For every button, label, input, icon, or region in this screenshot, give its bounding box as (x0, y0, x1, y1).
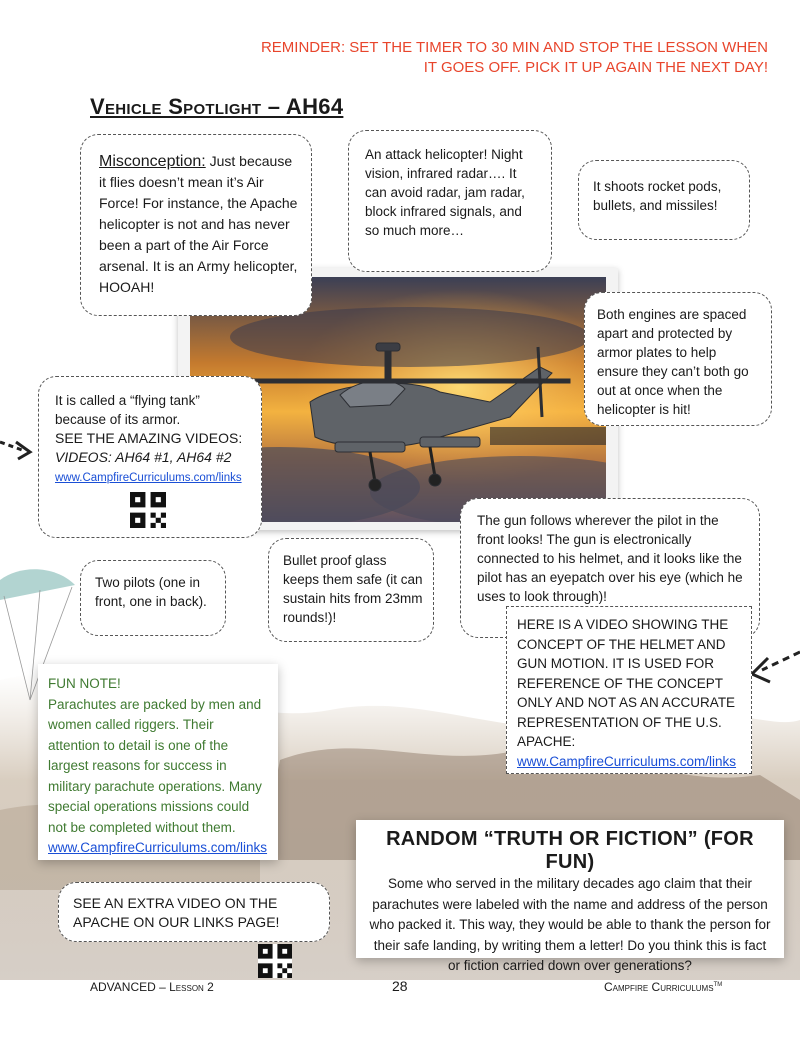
fun-note-heading: FUN NOTE! (48, 676, 121, 691)
fun-note-link[interactable]: www.CampfireCurriculums.com/links (48, 840, 268, 855)
helmet-video-text: HERE IS A VIDEO SHOWING THE CONCEPT OF THE HELMET AND GUN MOTION. IT IS USED FOR REFERENCE OF THE CONCEPT ONLY AND NOT AS AN ACCURATE REPRESENTATION OF THE U.S. APACHE: (517, 617, 736, 749)
helmet-video-note (506, 606, 752, 774)
videos-heading: SEE THE AMAZING VIDEOS: (55, 430, 243, 446)
timer-reminder: REMINDER: SET THE TIMER TO 30 MIN AND STOP THE LESSON WHEN IT GOES OFF. PICK IT UP AGAIN THE NEXT DAY! (260, 39, 768, 76)
trademark: TM (713, 982, 723, 988)
qr-code-icon (258, 944, 292, 978)
truth-or-fiction-card (356, 820, 784, 973)
footer-brand (604, 980, 722, 994)
page-number: 28 (392, 978, 408, 994)
left-arrow-icon (0, 432, 34, 462)
flying-tank-text: It is called a “flying tank” because of its armor. (55, 393, 200, 427)
fun-note-text: Parachutes are packed by men and women called riggers. Their attention to detail is one of the largest reasons for success in military parachute operations. Many special operations missions could not be completed without them. (48, 696, 262, 835)
page-title: Vehicle Spotlight – AH64 (90, 94, 344, 119)
right-arrow-icon (746, 648, 800, 688)
engines-bubble: Both engines are spaced apart and protected by armor plates to help ensure they can’t both go out at once when the helicopter is hit! (584, 292, 772, 426)
misconception-bubble (80, 134, 312, 316)
truth-or-fiction-title: RANDOM “TRUTH OR FICTION” (FOR FUN) (386, 828, 754, 873)
helmet-video-link[interactable]: www.CampfireCurriculums.com/links (517, 753, 737, 769)
misconception-label: Misconception: (99, 153, 206, 170)
truth-or-fiction-text: Some who served in the military decades ago claim that their parachutes were labeled with the name and address of the person who packed it. This way, they would be able to thank the person for their safe landing, by writing them a letter! Do you think this is fact or fiction carried down over generations? (369, 876, 771, 973)
two-pilots-bubble: Two pilots (one in front, one in back). (80, 560, 226, 636)
qr-code-icon (130, 492, 166, 528)
misconception-text: Just because it flies doesn’t mean it’s Air Force! For instance, the Apache helicopter is not and has never been a part of the Air Force arsenal. It is an Army helicopter, HOOAH! (99, 153, 298, 295)
bulletproof-glass-bubble: Bullet proof glass keeps them safe (it can sustain hits from 23mm rounds!)! (268, 538, 434, 642)
videos-list: VIDEOS: AH64 #1, AH64 #2 (55, 449, 232, 465)
footer-brand-name: Campfire Curriculums (604, 980, 714, 994)
extra-video-bubble: SEE AN EXTRA VIDEO ON THE APACHE ON OUR LINKS PAGE! (58, 882, 330, 942)
footer-lesson: ADVANCED – Lesson 2 (90, 980, 214, 994)
fun-note-card (38, 664, 278, 860)
gun-helmet-bubble: The gun follows wherever the pilot in the front looks! The gun is electronically connected to his helmet, and it looks like the pilot has an eyepatch over his eye (which he uses to look through)! (460, 498, 760, 638)
attack-helicopter-bubble: An attack helicopter! Night vision, infrared radar…. It can avoid radar, jam radar, block infrared signals, and so much more… (348, 130, 552, 272)
tank-videos-link[interactable]: www.CampfireCurriculums.com/links (55, 472, 242, 484)
weapons-bubble: It shoots rocket pods, bullets, and missiles! (578, 160, 750, 240)
